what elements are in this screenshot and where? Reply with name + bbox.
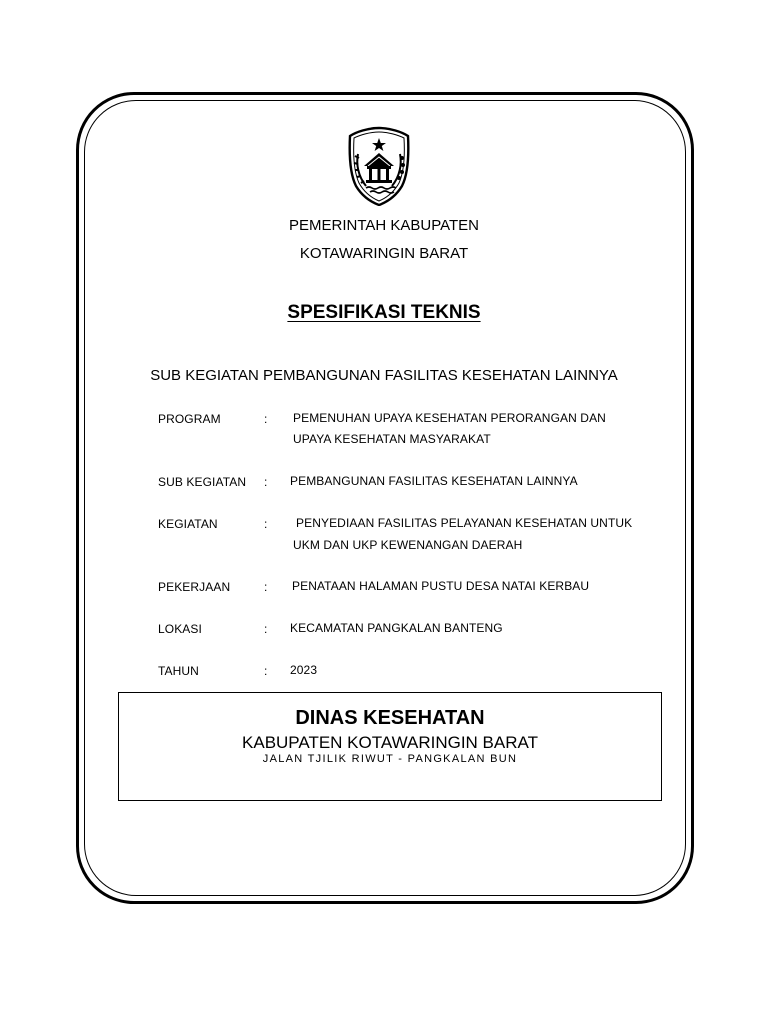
field-colon-tahun: :: [264, 664, 268, 678]
field-value-kegiatan-line2: UKM DAN UKP KEWENANGAN DAERAH: [293, 538, 523, 552]
government-name-line1: PEMERINTAH KABUPATEN: [288, 217, 480, 234]
field-colon-pekerjaan: :: [264, 580, 268, 594]
field-colon-sub-kegiatan: :: [264, 475, 268, 489]
document-title: SPESIFIKASI TEKNIS: [287, 302, 481, 323]
field-value-pekerjaan: PENATAAN HALAMAN PUSTU DESA NATAI KERBAU: [292, 579, 590, 593]
field-value-sub-kegiatan: PEMBANGUNAN FASILITAS KESEHATAN LAINNYA: [290, 474, 578, 488]
field-label-sub-kegiatan: SUB KEGIATAN: [158, 475, 247, 489]
regency-coat-of-arms-icon: [346, 126, 412, 206]
field-colon-lokasi: :: [264, 622, 268, 636]
agency-region: KABUPATEN KOTAWARINGIN BARAT: [242, 733, 538, 752]
field-colon-program: :: [264, 412, 268, 426]
field-value-program-line1: PEMENUHAN UPAYA KESEHATAN PERORANGAN DAN: [293, 411, 606, 425]
field-label-lokasi: LOKASI: [158, 622, 202, 636]
agency-name: DINAS KESEHATAN: [295, 707, 485, 729]
government-name-line2: KOTAWARINGIN BARAT: [299, 245, 469, 262]
field-label-tahun: TAHUN: [158, 664, 199, 678]
field-label-program: PROGRAM: [158, 412, 221, 426]
field-label-pekerjaan: PEKERJAAN: [158, 580, 231, 594]
field-value-lokasi: KECAMATAN PANGKALAN BANTENG: [290, 621, 503, 635]
agency-address: JALAN TJILIK RIWUT - PANGKALAN BUN: [262, 753, 518, 765]
field-value-program-line2: UPAYA KESEHATAN MASYARAKAT: [293, 432, 491, 446]
document-subtitle: SUB KEGIATAN PEMBANGUNAN FASILITAS KESEHATAN LAINNYA: [150, 367, 618, 384]
field-colon-kegiatan: :: [264, 517, 268, 531]
field-value-tahun: 2023: [290, 663, 318, 677]
field-label-kegiatan: KEGIATAN: [158, 517, 218, 531]
field-value-kegiatan-line1: PENYEDIAAN FASILITAS PELAYANAN KESEHATAN UNTUK: [296, 516, 633, 530]
